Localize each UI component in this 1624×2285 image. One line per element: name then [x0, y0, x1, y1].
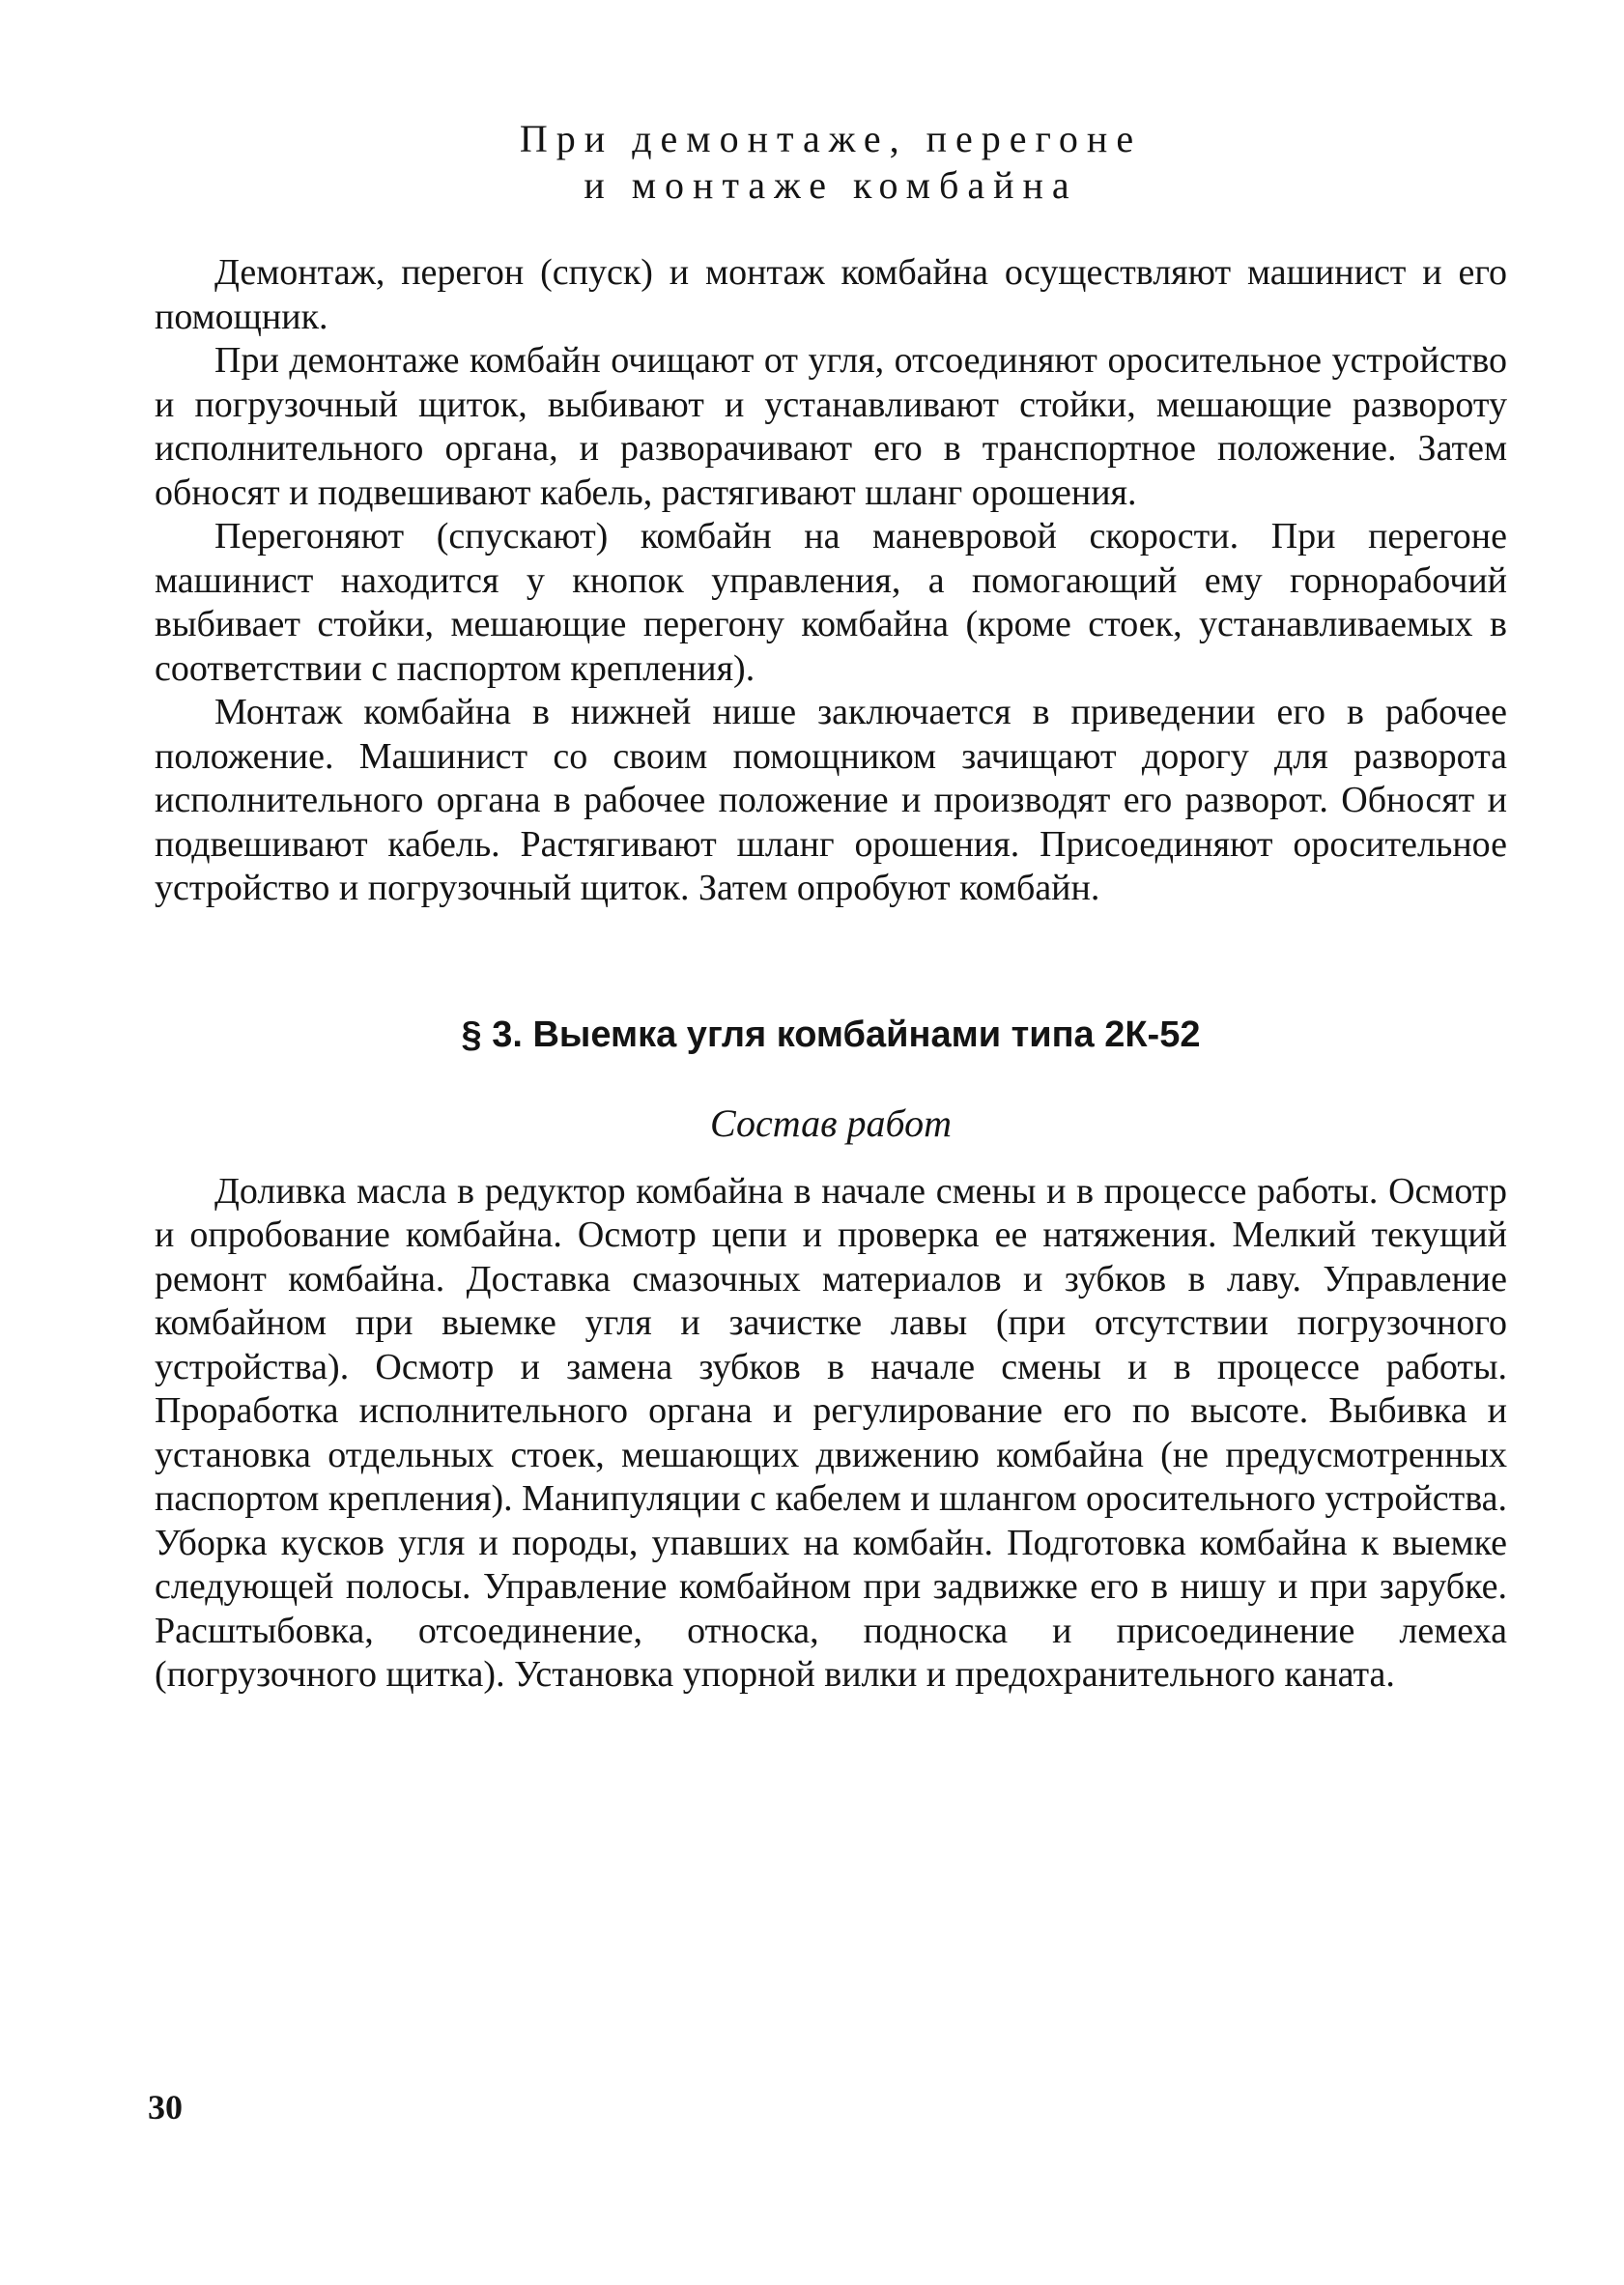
paragraph-3: Перегоняют (спускают) комбайн на маневровой скорости. При перегоне машинист находится у кнопок управления, а помогающий ему горнорабочий выбивает стойки, мешающие перегону комбайна (кроме стоек, устанавливаемых в соответствии с паспортом крепления).: [155, 516, 1507, 689]
paragraph-1: Демонтаж, перегон (спуск) и монтаж комбайна осуществляют машинист и его помощник.: [155, 252, 1507, 337]
section-title: § 3. Выемка угля комбайнами типа 2К-52: [461, 1014, 1201, 1055]
paragraph-work-composition: Доливка масла в редуктор комбайна в начале смены и в процессе работы. Осмотр и опробование комбайна. Осмотр цепи и проверка ее натяжения. Мелкий текущий ремонт комбайна. Доставка смазочных материалов и зубков в лаву. Управление комбайном при выемке угля и зачистке лавы (при отсутствии погрузочного устройства). Осмотр и замена зубков в начале смены и в процессе работы. Проработка исполнительного органа и регулирование его по высоте. Выбивка и установка отдельных стоек, мешающих движению комбайна (не предусмотренных паспортом крепления). Манипуляции с кабелем и шлангом оросительного устройства. Уборка кусков угля и породы, упавших на комбайн. Подготовка комбайна к выемке следующей полосы. Управление комбайном при задвижке его в нишу и при зарубке. Расштыбовка, отсоединение, относка, подноска и присоединение лемеха (погрузочного щитка). Установка упорной вилки и предохранительного каната.: [155, 1170, 1507, 1695]
page-body: [155, 116, 1507, 1698]
paragraph-4: Монтаж комбайна в нижней нише заключается в приведении его в рабочее положение. Машинист со своим помощником зачищают дорогу для разворота исполнительного органа в рабочее положение и производят его разворот. Обносят и подвешивают кабель. Растягивают шланг орошения. Присоединяют оросительное устройство и погрузочный щиток. Затем опробуют комбайн.: [155, 692, 1507, 908]
subheading-line-2: и монтаже комбайна: [584, 163, 1078, 207]
subheading: [155, 116, 1507, 209]
italic-heading: Состав работ: [710, 1100, 952, 1145]
subheading-line-1: При демонтаже, перегоне: [519, 117, 1143, 160]
paragraph-2: При демонтаже комбайн очищают от угля, отсоединяют оросительное устройство и погрузочный щиток, выбивают и устанавливают стойки, мешающие развороту исполнительного органа, и разворачивают его в транспортное положение. Затем обносят и подвешивают кабель, растягивают шланг орошения.: [155, 340, 1507, 513]
page-number: 30: [148, 2088, 183, 2127]
